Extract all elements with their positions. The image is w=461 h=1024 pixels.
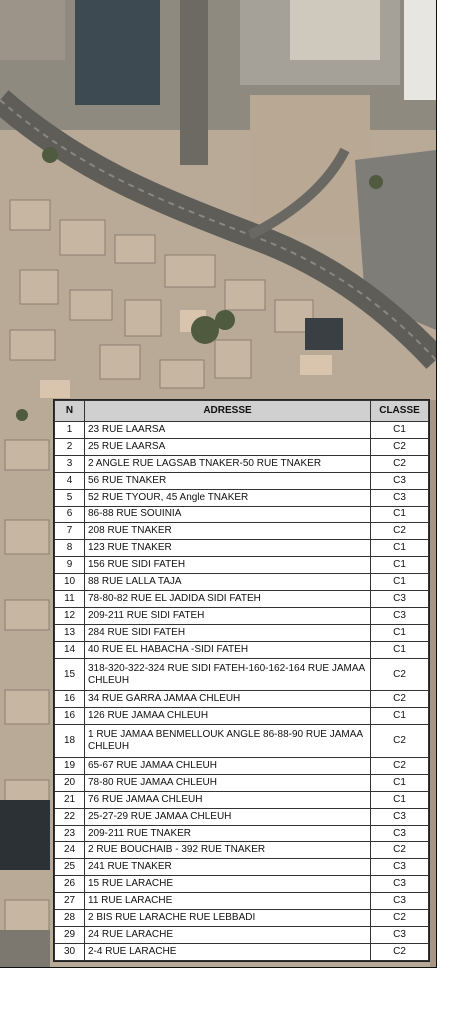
row-number: 15 [55, 658, 85, 691]
row-class: C2 [371, 943, 429, 960]
row-number: 16 [55, 691, 85, 708]
table-header-row [55, 401, 429, 422]
table-row [55, 523, 429, 540]
row-number: 29 [55, 927, 85, 944]
harbour-water [75, 0, 160, 105]
table-row [55, 624, 429, 641]
row-address: 241 RUE TNAKER [85, 859, 371, 876]
row-class: C3 [371, 607, 429, 624]
row-number: 21 [55, 791, 85, 808]
row-class: C3 [371, 825, 429, 842]
table-row [55, 607, 429, 624]
row-address: 2 ANGLE RUE LAGSAB TNAKER-50 RUE TNAKER [85, 455, 371, 472]
row-address: 24 RUE LARACHE [85, 927, 371, 944]
row-class: C1 [371, 422, 429, 439]
row-number: 19 [55, 757, 85, 774]
table-row [55, 591, 429, 608]
row-address: 23 RUE LAARSA [85, 422, 371, 439]
row-number: 9 [55, 557, 85, 574]
table-row [55, 708, 429, 725]
table-row [55, 943, 429, 960]
row-class: C3 [371, 808, 429, 825]
row-address: 11 RUE LARACHE [85, 893, 371, 910]
table-row [55, 774, 429, 791]
row-class: C1 [371, 641, 429, 658]
row-class: C2 [371, 842, 429, 859]
table-row [55, 489, 429, 506]
row-address: 2-4 RUE LARACHE [85, 943, 371, 960]
header-address: ADRESSE [85, 401, 371, 422]
table-row [55, 641, 429, 658]
row-class: C2 [371, 725, 429, 758]
table-row [55, 438, 429, 455]
row-address: 123 RUE TNAKER [85, 540, 371, 557]
row-class: C3 [371, 927, 429, 944]
table-row [55, 557, 429, 574]
row-class: C2 [371, 910, 429, 927]
row-class: C2 [371, 523, 429, 540]
row-address: 65-67 RUE JAMAA CHLEUH [85, 757, 371, 774]
table-row [55, 422, 429, 439]
row-number: 24 [55, 842, 85, 859]
row-number: 13 [55, 624, 85, 641]
row-class: C2 [371, 757, 429, 774]
row-address: 208 RUE TNAKER [85, 523, 371, 540]
row-number: 5 [55, 489, 85, 506]
row-class: C3 [371, 859, 429, 876]
table-row [55, 757, 429, 774]
row-number: 25 [55, 859, 85, 876]
table-row [55, 574, 429, 591]
row-class: C1 [371, 708, 429, 725]
row-address: 126 RUE JAMAA CHLEUH [85, 708, 371, 725]
row-class: C2 [371, 691, 429, 708]
row-number: 12 [55, 607, 85, 624]
row-class: C3 [371, 489, 429, 506]
row-address: 40 RUE EL HABACHA -SIDI FATEH [85, 641, 371, 658]
row-class: C1 [371, 540, 429, 557]
row-number: 11 [55, 591, 85, 608]
row-class: C1 [371, 506, 429, 523]
row-number: 18 [55, 725, 85, 758]
table-row [55, 927, 429, 944]
row-number: 27 [55, 893, 85, 910]
row-number: 22 [55, 808, 85, 825]
row-address: 209-211 RUE TNAKER [85, 825, 371, 842]
row-class: C3 [371, 472, 429, 489]
row-class: C2 [371, 455, 429, 472]
row-class: C1 [371, 574, 429, 591]
row-address: 25 RUE LAARSA [85, 438, 371, 455]
table-row [55, 859, 429, 876]
row-class: C2 [371, 658, 429, 691]
row-address: 52 RUE TYOUR, 45 Angle TNAKER [85, 489, 371, 506]
header-n: N [55, 401, 85, 422]
row-class: C2 [371, 438, 429, 455]
row-address: 209-211 RUE SIDI FATEH [85, 607, 371, 624]
row-number: 4 [55, 472, 85, 489]
row-address: 78-80 RUE JAMAA CHLEUH [85, 774, 371, 791]
row-address: 156 RUE SIDI FATEH [85, 557, 371, 574]
table-row [55, 725, 429, 758]
row-address: 56 RUE TNAKER [85, 472, 371, 489]
row-number: 30 [55, 943, 85, 960]
row-number: 3 [55, 455, 85, 472]
table-row [55, 876, 429, 893]
row-number: 1 [55, 422, 85, 439]
row-address: 86-88 RUE SOUINIA [85, 506, 371, 523]
address-table [53, 399, 430, 962]
row-address: 78-80-82 RUE EL JADIDA SIDI FATEH [85, 591, 371, 608]
table-row [55, 791, 429, 808]
row-number: 2 [55, 438, 85, 455]
row-address: 25-27-29 RUE JAMAA CHLEUH [85, 808, 371, 825]
row-address: 88 RUE LALLA TAJA [85, 574, 371, 591]
row-number: 16 [55, 708, 85, 725]
row-address: 34 RUE GARRA JAMAA CHLEUH [85, 691, 371, 708]
table-row [55, 691, 429, 708]
row-number: 8 [55, 540, 85, 557]
row-address: 1 RUE JAMAA BENMELLOUK ANGLE 86-88-90 RUE JAMAA CHLEUH [85, 725, 371, 758]
row-address: 15 RUE LARACHE [85, 876, 371, 893]
row-number: 10 [55, 574, 85, 591]
row-number: 26 [55, 876, 85, 893]
row-class: C3 [371, 876, 429, 893]
row-number: 14 [55, 641, 85, 658]
table-row [55, 842, 429, 859]
row-number: 23 [55, 825, 85, 842]
table-row [55, 472, 429, 489]
table-row [55, 910, 429, 927]
row-address: 2 BIS RUE LARACHE RUE LEBBADI [85, 910, 371, 927]
row-class: C1 [371, 557, 429, 574]
table-row [55, 506, 429, 523]
table-row [55, 893, 429, 910]
row-class: C1 [371, 774, 429, 791]
address-classification-table [54, 400, 429, 961]
row-address: 284 RUE SIDI FATEH [85, 624, 371, 641]
table-row [55, 825, 429, 842]
header-class: CLASSE [371, 401, 429, 422]
row-number: 20 [55, 774, 85, 791]
row-class: C3 [371, 893, 429, 910]
table-row [55, 658, 429, 691]
row-class: C3 [371, 591, 429, 608]
row-address: 76 RUE JAMAA CHLEUH [85, 791, 371, 808]
row-class: C1 [371, 791, 429, 808]
row-number: 7 [55, 523, 85, 540]
table-row [55, 808, 429, 825]
row-address: 2 RUE BOUCHAIB - 392 RUE TNAKER [85, 842, 371, 859]
table-row [55, 540, 429, 557]
row-number: 6 [55, 506, 85, 523]
row-class: C1 [371, 624, 429, 641]
row-number: 28 [55, 910, 85, 927]
table-row [55, 455, 429, 472]
row-address: 318-320-322-324 RUE SIDI FATEH-160-162-164 RUE JAMAA CHLEUH [85, 658, 371, 691]
